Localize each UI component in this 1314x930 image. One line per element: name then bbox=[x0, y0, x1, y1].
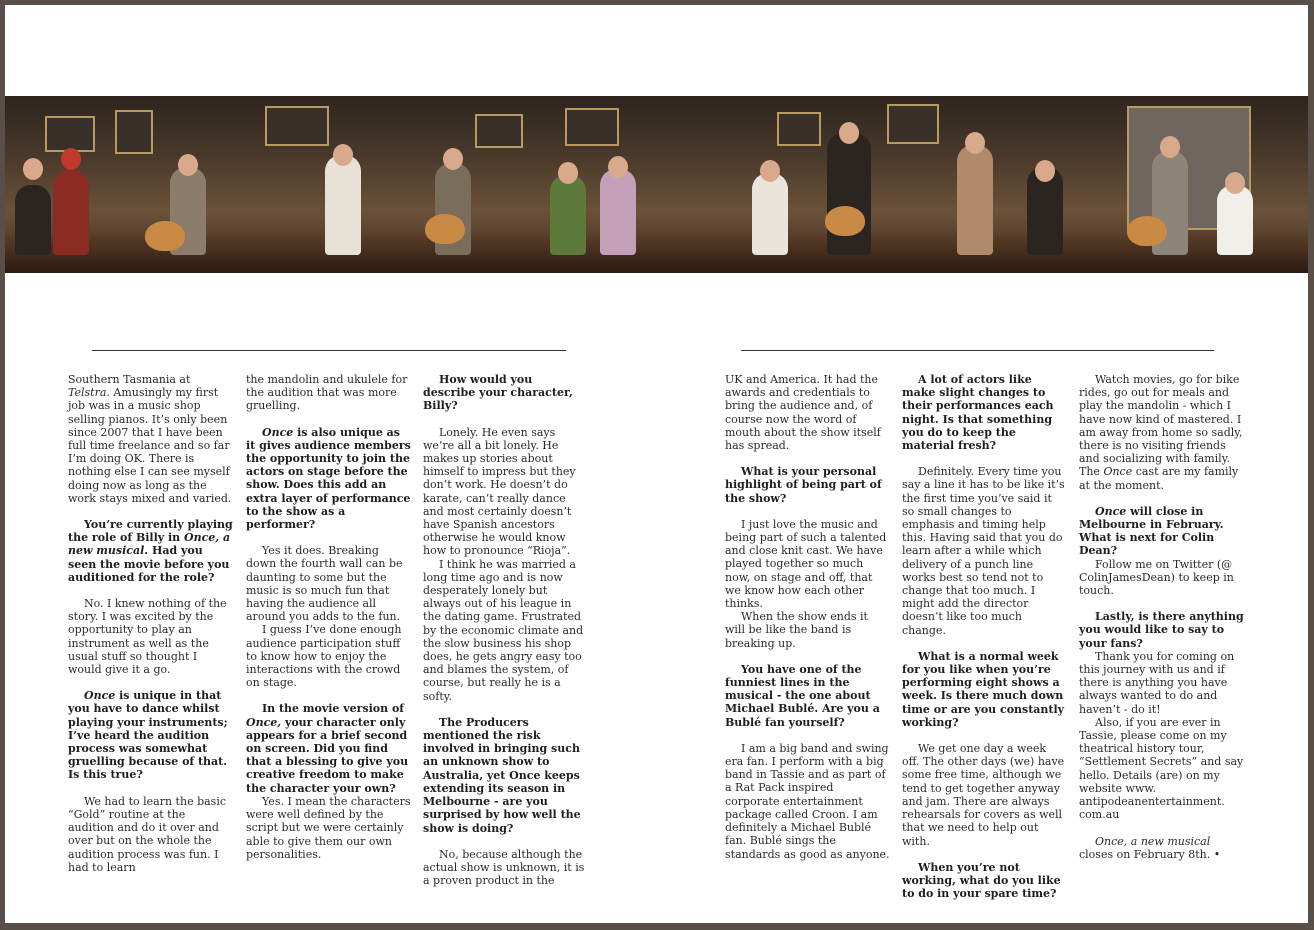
text-run: No, because although the actual show is unknown, it is a proven product in the bbox=[423, 847, 585, 888]
text-run: Yes it does. Breaking down the fourth wall can be daunting to some but the music is so much fun that having the audience all around you adds to the fun. bbox=[246, 544, 403, 624]
interview-paragraph bbox=[68, 597, 233, 676]
text-run: is also unique as it gives audience members the opportunity to join the actors on stage before the show. Does this add an extra layer of performance to the show as a performer? bbox=[246, 425, 411, 532]
text-run: Southern Tasmania at bbox=[68, 373, 191, 386]
text-run: Had you seen the movie before you auditioned for the role? bbox=[68, 544, 230, 584]
interview-paragraph bbox=[725, 742, 890, 861]
interview-question bbox=[725, 663, 890, 729]
performer-head bbox=[608, 156, 628, 178]
performer-head bbox=[178, 154, 198, 176]
performer bbox=[550, 175, 586, 255]
left-page-column-3 bbox=[423, 373, 588, 887]
italic-text-run: Once bbox=[262, 425, 294, 439]
drummer bbox=[957, 145, 993, 255]
wall-frame bbox=[115, 110, 153, 154]
performer-head bbox=[1225, 172, 1245, 194]
text-run: I am a big band and swing era fan. I perform with a big band in Tassie and as part of a Rat Pack inspired corporate entertainment package called Croon. I am definitely a Michael Bublé fan. Bublé sings the standards as good as anyone. bbox=[725, 741, 890, 861]
interview-paragraph bbox=[246, 623, 411, 689]
interview-paragraph bbox=[246, 544, 411, 623]
text-run: Yes. I mean the characters were well defined by the script but we were certainly able to give them our own personalities. bbox=[246, 794, 411, 861]
text-run: I guess I’ve done enough audience participation stuff to know how to enjoy the interactions with the crowd on stage. bbox=[246, 623, 402, 690]
italic-text-run: Once bbox=[1103, 465, 1133, 479]
performer-head bbox=[839, 122, 859, 144]
interview-question bbox=[725, 465, 890, 505]
left-page-column-1 bbox=[68, 373, 233, 874]
wall-frame bbox=[565, 108, 619, 146]
text-run: Definitely. Every time you say a line it has to be like it’s the first time you’ve said it so small changes to emphasis and timing help this. Having said that you do learn after a while which delivery of a punch line works best so tend not to change that too much. I might add the director doesn’t like too much change. bbox=[902, 465, 1065, 637]
guitar bbox=[825, 206, 865, 236]
performer-head bbox=[760, 160, 780, 182]
text-run: You have one of the funniest lines in the musical - the one about Michael Bublé. Are you a Bublé fan yourself? bbox=[725, 662, 880, 729]
text-run: Watch movies, go for bike rides, go out for meals and play the mandolin - which I have now kind of mastered. I am away from home so sadly, there is no visiting friends and socializing with family. The bbox=[1079, 373, 1243, 479]
interview-paragraph bbox=[1079, 558, 1244, 598]
stage-photo-left bbox=[5, 96, 657, 273]
guitar bbox=[1127, 216, 1167, 246]
performer-head bbox=[1035, 160, 1055, 182]
interview-question bbox=[1079, 610, 1244, 650]
interview-paragraph bbox=[68, 795, 233, 874]
italic-text-run: Once, a new musical bbox=[1095, 834, 1211, 848]
left-page-column-2 bbox=[246, 373, 411, 861]
performer-head bbox=[965, 132, 985, 154]
wall-frame bbox=[887, 104, 939, 144]
right-page-column-3 bbox=[1079, 373, 1244, 861]
left-page-rule bbox=[92, 350, 566, 351]
interview-paragraph bbox=[725, 518, 890, 610]
text-run: Lonely. He even says we’re all a bit lonely. He makes up stories about himself to impress but they don’t work. He doesn’t do karate, can’t really dance and most certainly doesn’t have Spanish ancestors otherwise he would know how to pronounce “Rioja”. bbox=[423, 425, 576, 558]
text-run: You’re currently playing the role of Billy in bbox=[68, 518, 233, 545]
text-run: Lastly, is there anything you would like to say to your fans? bbox=[1079, 610, 1244, 650]
text-run: Thank you for coming on this journey with us and if there is anything you have always wanted to do and haven’t - do it! bbox=[1079, 649, 1235, 716]
interview-paragraph bbox=[1079, 650, 1244, 716]
guitar bbox=[425, 214, 465, 244]
magazine-spread bbox=[5, 5, 1308, 923]
right-page-column-1 bbox=[725, 373, 890, 861]
italic-text-run: Telstra. bbox=[68, 386, 110, 400]
text-run: We get one day a week off. The other days (we) have some free time, although we tend to get together anyway and jam. There are always rehearsals for covers as well that we need to help out with. bbox=[902, 742, 1065, 848]
text-run: When the show ends it will be like the band is breaking up. bbox=[725, 610, 868, 650]
text-run: The Producers mentioned the risk involved in bringing such an unknown show to Australia, yet Once keeps extending its season in Melbourne - are you surprised by how well the show is doing? bbox=[423, 715, 581, 835]
right-page-column-2 bbox=[902, 373, 1067, 900]
interview-paragraph bbox=[725, 610, 890, 650]
performer-head bbox=[333, 144, 353, 166]
performer bbox=[15, 185, 51, 255]
interview-question bbox=[423, 716, 588, 835]
interview-question bbox=[423, 373, 588, 413]
interview-paragraph bbox=[1079, 716, 1244, 822]
text-run: is unique in that you have to dance whilst playing your instruments; I’ve heard the audition process was somewhat gruelling because of that. Is this true? bbox=[68, 689, 228, 782]
interview-paragraph bbox=[725, 373, 890, 452]
interview-question bbox=[68, 518, 233, 584]
cellist bbox=[1217, 185, 1253, 255]
interview-question bbox=[902, 861, 1067, 901]
text-run: I just love the music and being part of such a talented and close knit cast. We have played together so much now, on stage and off, that we know how each other thinks. bbox=[725, 517, 887, 611]
text-run: A lot of actors like make slight changes to their performances each night. Is that something you do to keep the material fresh? bbox=[902, 373, 1054, 453]
text-run: UK and America. It had the awards and credentials to bring the audience and, of course now the word of mouth about the show itself has spread. bbox=[725, 373, 881, 453]
guitar bbox=[145, 221, 185, 251]
performer bbox=[827, 133, 871, 255]
interview-paragraph bbox=[68, 373, 233, 505]
text-run: When you’re not working, what do you like to do in your spare time? bbox=[902, 860, 1061, 901]
wall-frame bbox=[475, 114, 523, 148]
interview-question bbox=[246, 426, 411, 532]
interview-question bbox=[902, 650, 1067, 729]
interview-paragraph bbox=[423, 848, 588, 888]
text-run: the mandolin and ukulele for the audition that was more gruelling. bbox=[246, 373, 408, 413]
performer bbox=[325, 155, 361, 255]
interview-question bbox=[68, 689, 233, 781]
interview-paragraph bbox=[246, 795, 411, 861]
text-run: I think he was married a long time ago and is now desperately lonely but always out of his league in the dating game. Frustrated by the economic climate and the slow business his shop does, he gets angry easy too and blames the system, of course, but really he is a softy. bbox=[423, 557, 584, 703]
text-run: cast are my family at the moment. bbox=[1079, 465, 1239, 492]
performer bbox=[752, 173, 788, 255]
interview-question bbox=[902, 373, 1067, 452]
interview-paragraph bbox=[246, 373, 411, 413]
text-run: What is your personal highlight of being part of the show? bbox=[725, 465, 882, 505]
wall-frame bbox=[777, 112, 821, 146]
text-run: will close in Melbourne in February. What is next for Colin Dean? bbox=[1079, 504, 1224, 558]
interview-paragraph bbox=[902, 742, 1067, 848]
text-run: We had to learn the basic “Gold” routine at the audition and do it over and over but on the whole the audition process was fun. I had to learn bbox=[68, 794, 226, 874]
interview-paragraph bbox=[423, 558, 588, 703]
performer-head bbox=[558, 162, 578, 184]
performer-head bbox=[1160, 136, 1180, 158]
italic-text-run: Once bbox=[1095, 504, 1127, 518]
text-run: Amusingly my first job was in a music shop selling pianos. It’s only been since 2007 that I have been full time freelance and so far I’m doing OK. There is nothing else I can see myself doing now as long as the work stays mixed and varied. bbox=[68, 386, 232, 505]
performer-head bbox=[61, 148, 81, 170]
performer-head bbox=[23, 158, 43, 180]
italic-text-run: Once, bbox=[246, 715, 282, 729]
text-run: closes on February 8th. • bbox=[1079, 847, 1221, 861]
italic-text-run: Once, a new musical. bbox=[68, 531, 231, 558]
performer bbox=[53, 170, 89, 255]
interview-paragraph bbox=[1079, 373, 1244, 492]
performer bbox=[600, 169, 636, 255]
text-run: No. I knew nothing of the story. I was excited by the opportunity to play an instrument as well as the usual stuff so thought I would give it a go. bbox=[68, 597, 227, 677]
performer-head bbox=[443, 148, 463, 170]
interview-question bbox=[1079, 505, 1244, 558]
interview-paragraph bbox=[902, 465, 1067, 637]
interview-paragraph bbox=[423, 426, 588, 558]
text-run: In the movie version of bbox=[262, 702, 405, 716]
interview-question bbox=[246, 702, 411, 794]
italic-text-run: Once bbox=[84, 689, 116, 703]
text-run: Also, if you are ever in Tassie, please come on my theatrical history tour, “Settlement Secrets” and say hello. Details (are) on my website www. antipodeanentertainment. com.au bbox=[1079, 715, 1244, 822]
stage-photo-right bbox=[657, 96, 1308, 273]
wall-frame bbox=[265, 106, 329, 146]
text-run: your character only appears for a brief second on screen. Did you find that a blessing to give you creative freedom to make the character your own? bbox=[246, 715, 409, 795]
right-page-rule bbox=[741, 350, 1214, 351]
text-run: Follow me on Twitter (@ ColinJamesDean) to keep in touch. bbox=[1079, 557, 1234, 598]
text-run: How would you describe your character, Billy? bbox=[423, 373, 573, 413]
wall-frame bbox=[45, 116, 95, 152]
text-run: What is a normal week for you like when you’re performing eight shows a week. Is there much down time or are you constantly working? bbox=[902, 649, 1065, 729]
interview-paragraph bbox=[1079, 835, 1244, 861]
